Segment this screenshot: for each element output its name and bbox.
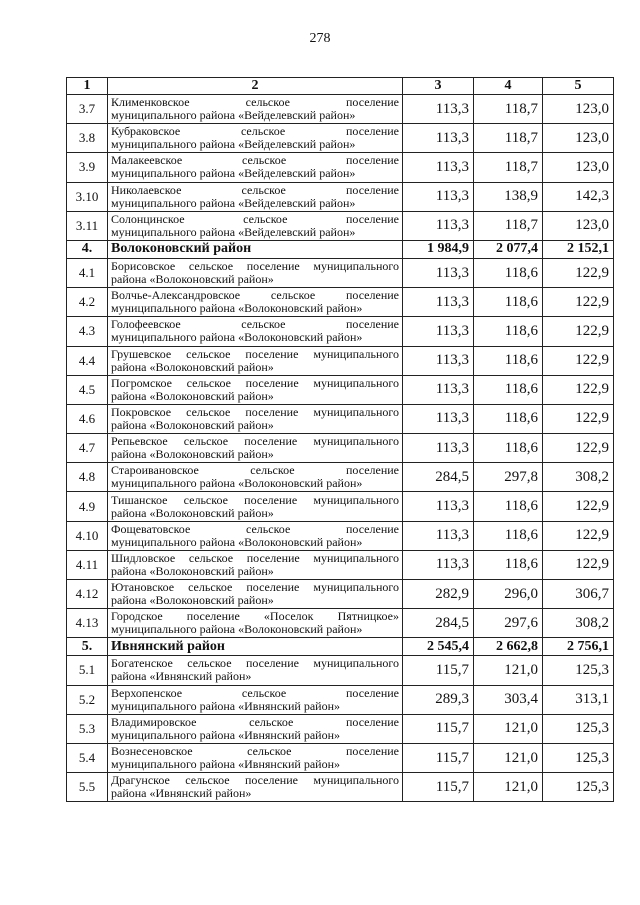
table-header-row xyxy=(67,78,614,95)
row-number: 4.12 xyxy=(67,580,108,609)
value-col3: 289,3 xyxy=(403,685,474,714)
value-col4: 118,6 xyxy=(474,258,543,287)
settlement-name xyxy=(108,463,403,492)
row-number: 4.8 xyxy=(67,463,108,492)
settlement-name xyxy=(108,346,403,375)
settlement-name-line2: муниципального района «Ивнянский район» xyxy=(111,698,341,713)
row-number: 5.4 xyxy=(67,743,108,772)
value-col4: 118,6 xyxy=(474,317,543,346)
value-col4: 296,0 xyxy=(474,580,543,609)
value-col4: 118,7 xyxy=(474,211,543,240)
value-col5: 308,2 xyxy=(543,463,614,492)
value-col5: 123,0 xyxy=(543,211,614,240)
settlement-name xyxy=(108,153,403,182)
value-col4: 118,7 xyxy=(474,124,543,153)
table-row xyxy=(67,288,614,317)
table-row xyxy=(67,182,614,211)
settlement-name-line2: муниципального района «Волоконовский район» xyxy=(111,476,363,491)
value-col4: 118,6 xyxy=(474,521,543,550)
settlement-name-line1: Солонцинское сельское поселение xyxy=(111,211,399,226)
settlement-name-line2: муниципального района «Вейделевский район» xyxy=(111,195,356,210)
value-col3: 113,3 xyxy=(403,258,474,287)
value-col3: 115,7 xyxy=(403,714,474,743)
value-col4: 118,7 xyxy=(474,153,543,182)
table-row xyxy=(67,580,614,609)
district-total-row xyxy=(67,240,614,258)
settlement-name xyxy=(108,288,403,317)
settlement-name-line2: муниципального района «Волоконовский район» xyxy=(111,534,363,549)
settlement-name xyxy=(108,609,403,638)
settlement-name-line2: района «Волоконовский район» xyxy=(111,447,274,462)
row-number: 5. xyxy=(67,638,108,656)
value-col4: 121,0 xyxy=(474,656,543,685)
value-col4: 118,6 xyxy=(474,288,543,317)
value-col3: 284,5 xyxy=(403,463,474,492)
settlement-name-line2: района «Волоконовский район» xyxy=(111,563,274,578)
value-col4: 297,6 xyxy=(474,609,543,638)
settlement-name-line1: Фощеватовское сельское поселение xyxy=(111,521,399,536)
value-col4: 2 662,8 xyxy=(474,638,543,656)
value-col4: 297,8 xyxy=(474,463,543,492)
settlement-name-line1: Волчье-Александровское сельское поселение xyxy=(111,288,399,303)
settlement-name-line2: района «Волоконовский район» xyxy=(111,505,274,520)
value-col4: 121,0 xyxy=(474,714,543,743)
value-col4: 2 077,4 xyxy=(474,240,543,258)
settlement-name-line1: Репьевское сельское поселение муниципального xyxy=(111,434,399,449)
page-number: 278 xyxy=(309,31,331,46)
settlement-name-line2: муниципального района «Волоконовский район» xyxy=(111,301,363,316)
row-number: 4.9 xyxy=(67,492,108,521)
value-col4: 303,4 xyxy=(474,685,543,714)
district-total-row xyxy=(67,638,614,656)
value-col3: 1 984,9 xyxy=(403,240,474,258)
table-row xyxy=(67,124,614,153)
value-col5: 125,3 xyxy=(543,656,614,685)
row-number: 3.11 xyxy=(67,211,108,240)
row-number: 4. xyxy=(67,240,108,258)
value-col3: 113,3 xyxy=(403,550,474,579)
row-number: 5.5 xyxy=(67,773,108,802)
district-name: Ивнянский район xyxy=(108,638,403,656)
table-row xyxy=(67,685,614,714)
value-col3: 113,3 xyxy=(403,124,474,153)
table-row xyxy=(67,492,614,521)
column-header: 2 xyxy=(108,78,403,95)
row-number: 3.7 xyxy=(67,95,108,124)
column-header: 3 xyxy=(403,78,474,95)
table-row xyxy=(67,714,614,743)
settlement-name-line1: Богатенское сельское поселение муниципального xyxy=(111,656,399,671)
settlement-name-line1: Грушевское сельское поселение муниципального xyxy=(111,346,399,361)
table-row xyxy=(67,404,614,433)
value-col5: 142,3 xyxy=(543,182,614,211)
settlement-name-line2: муниципального района «Волоконовский район» xyxy=(111,622,363,637)
settlement-name-line1: Драгунское сельское поселение муниципального xyxy=(111,773,399,788)
value-col3: 113,3 xyxy=(403,404,474,433)
value-col3: 115,7 xyxy=(403,773,474,802)
value-col5: 123,0 xyxy=(543,124,614,153)
settlement-name-line2: района «Ивнянский район» xyxy=(111,786,252,801)
table-row xyxy=(67,346,614,375)
value-col5: 122,9 xyxy=(543,258,614,287)
value-col4: 118,7 xyxy=(474,95,543,124)
value-col5: 122,9 xyxy=(543,375,614,404)
value-col3: 113,3 xyxy=(403,95,474,124)
value-col5: 122,9 xyxy=(543,288,614,317)
value-col5: 122,9 xyxy=(543,550,614,579)
value-col3: 282,9 xyxy=(403,580,474,609)
value-col5: 308,2 xyxy=(543,609,614,638)
settlement-name-line2: района «Ивнянский район» xyxy=(111,669,252,684)
settlement-name xyxy=(108,211,403,240)
settlement-name-line2: района «Волоконовский район» xyxy=(111,388,274,403)
settlement-name xyxy=(108,685,403,714)
settlement-name xyxy=(108,580,403,609)
table-row xyxy=(67,656,614,685)
settlement-name-line1: Николаевское сельское поселение xyxy=(111,182,399,197)
value-col4: 118,6 xyxy=(474,404,543,433)
settlement-name-line2: муниципального района «Вейделевский район» xyxy=(111,108,356,123)
value-col5: 125,3 xyxy=(543,714,614,743)
value-col4: 118,6 xyxy=(474,550,543,579)
row-number: 4.11 xyxy=(67,550,108,579)
row-number: 4.2 xyxy=(67,288,108,317)
settlement-name-line1: Ютановское сельское поселение муниципального xyxy=(111,580,399,595)
row-number: 4.1 xyxy=(67,258,108,287)
row-number: 3.10 xyxy=(67,182,108,211)
value-col3: 113,3 xyxy=(403,434,474,463)
table-row xyxy=(67,375,614,404)
settlement-name-line2: муниципального района «Ивнянский район» xyxy=(111,727,341,742)
settlement-name xyxy=(108,743,403,772)
table-row xyxy=(67,95,614,124)
value-col5: 122,9 xyxy=(543,317,614,346)
table-row xyxy=(67,463,614,492)
settlement-name xyxy=(108,521,403,550)
table-row xyxy=(67,211,614,240)
settlement-name-line1: Владимировское сельское поселение xyxy=(111,714,399,729)
settlement-name-line2: муниципального района «Вейделевский район» xyxy=(111,224,356,239)
column-header: 1 xyxy=(67,78,108,95)
value-col4: 118,6 xyxy=(474,492,543,521)
settlement-name-line2: муниципального района «Ивнянский район» xyxy=(111,757,341,772)
value-col3: 113,3 xyxy=(403,375,474,404)
settlement-name-line1: Малакеевское сельское поселение xyxy=(111,153,399,168)
value-col4: 121,0 xyxy=(474,743,543,772)
settlement-name-line1: Тишанское сельское поселение муниципального xyxy=(111,492,399,507)
value-col3: 284,5 xyxy=(403,609,474,638)
table-row xyxy=(67,153,614,182)
settlement-name-line1: Голофеевское сельское поселение xyxy=(111,317,399,332)
row-number: 5.3 xyxy=(67,714,108,743)
settlement-name-line2: муниципального района «Волоконовский район» xyxy=(111,330,363,345)
settlement-name-line1: Покровское сельское поселение муниципального xyxy=(111,404,399,419)
column-header: 5 xyxy=(543,78,614,95)
value-col4: 118,6 xyxy=(474,434,543,463)
settlement-name xyxy=(108,317,403,346)
settlement-name-line2: района «Волоконовский район» xyxy=(111,417,274,432)
value-col5: 122,9 xyxy=(543,434,614,463)
settlement-name-line1: Шидловское сельское поселение муниципального xyxy=(111,550,399,565)
settlement-name-line2: района «Волоконовский район» xyxy=(111,593,274,608)
value-col3: 2 545,4 xyxy=(403,638,474,656)
settlement-name xyxy=(108,773,403,802)
table-row xyxy=(67,743,614,772)
row-number: 5.2 xyxy=(67,685,108,714)
value-col5: 313,1 xyxy=(543,685,614,714)
row-number: 3.9 xyxy=(67,153,108,182)
value-col5: 125,3 xyxy=(543,773,614,802)
value-col5: 122,9 xyxy=(543,521,614,550)
table-row xyxy=(67,258,614,287)
settlement-name-line1: Городское поселение «Поселок Пятницкое» xyxy=(111,609,399,624)
settlement-name-line1: Староивановское сельское поселение xyxy=(111,463,399,478)
value-col3: 113,3 xyxy=(403,317,474,346)
settlement-name-line2: района «Волоконовский район» xyxy=(111,359,274,374)
settlement-name-line1: Погромское сельское поселение муниципального xyxy=(111,375,399,390)
budget-table xyxy=(66,77,614,802)
value-col5: 2 756,1 xyxy=(543,638,614,656)
settlement-name-line1: Вознесеновское сельское поселение xyxy=(111,744,399,759)
settlement-name-line2: муниципального района «Вейделевский район» xyxy=(111,166,356,181)
settlement-name-line1: Кубраковское сельское поселение xyxy=(111,124,399,139)
settlement-name-line1: Клименковское сельское поселение xyxy=(111,95,399,110)
row-number: 4.7 xyxy=(67,434,108,463)
table-row xyxy=(67,609,614,638)
value-col4: 121,0 xyxy=(474,773,543,802)
settlement-name xyxy=(108,404,403,433)
value-col4: 118,6 xyxy=(474,375,543,404)
settlement-name-line2: района «Волоконовский район» xyxy=(111,272,274,287)
value-col3: 113,3 xyxy=(403,288,474,317)
settlement-name-line1: Верхопенское сельское поселение xyxy=(111,685,399,700)
value-col3: 113,3 xyxy=(403,153,474,182)
table-row xyxy=(67,317,614,346)
value-col5: 122,9 xyxy=(543,346,614,375)
row-number: 4.13 xyxy=(67,609,108,638)
row-number: 4.5 xyxy=(67,375,108,404)
value-col5: 122,9 xyxy=(543,492,614,521)
settlement-name xyxy=(108,182,403,211)
row-number: 3.8 xyxy=(67,124,108,153)
value-col3: 113,3 xyxy=(403,521,474,550)
settlement-name xyxy=(108,492,403,521)
settlement-name xyxy=(108,656,403,685)
value-col5: 125,3 xyxy=(543,743,614,772)
column-header: 4 xyxy=(474,78,543,95)
district-name: Волоконовский район xyxy=(108,240,403,258)
value-col3: 113,3 xyxy=(403,492,474,521)
settlement-name xyxy=(108,258,403,287)
table-row xyxy=(67,521,614,550)
settlement-name xyxy=(108,375,403,404)
table-row xyxy=(67,550,614,579)
table-body xyxy=(67,78,614,802)
row-number: 4.10 xyxy=(67,521,108,550)
row-number: 4.4 xyxy=(67,346,108,375)
settlement-name xyxy=(108,550,403,579)
value-col3: 115,7 xyxy=(403,743,474,772)
row-number: 4.3 xyxy=(67,317,108,346)
value-col5: 123,0 xyxy=(543,153,614,182)
value-col5: 306,7 xyxy=(543,580,614,609)
settlement-name-line1: Борисовское сельское поселение муниципального xyxy=(111,259,399,274)
settlement-name-line2: муниципального района «Вейделевский район» xyxy=(111,137,356,152)
value-col5: 123,0 xyxy=(543,95,614,124)
value-col3: 113,3 xyxy=(403,346,474,375)
table-row xyxy=(67,773,614,802)
value-col5: 122,9 xyxy=(543,404,614,433)
value-col5: 2 152,1 xyxy=(543,240,614,258)
settlement-name xyxy=(108,124,403,153)
table-row xyxy=(67,434,614,463)
value-col4: 118,6 xyxy=(474,346,543,375)
settlement-name xyxy=(108,714,403,743)
settlement-name xyxy=(108,434,403,463)
settlement-name xyxy=(108,95,403,124)
value-col3: 113,3 xyxy=(403,182,474,211)
row-number: 5.1 xyxy=(67,656,108,685)
value-col3: 115,7 xyxy=(403,656,474,685)
row-number: 4.6 xyxy=(67,404,108,433)
value-col4: 138,9 xyxy=(474,182,543,211)
value-col3: 113,3 xyxy=(403,211,474,240)
